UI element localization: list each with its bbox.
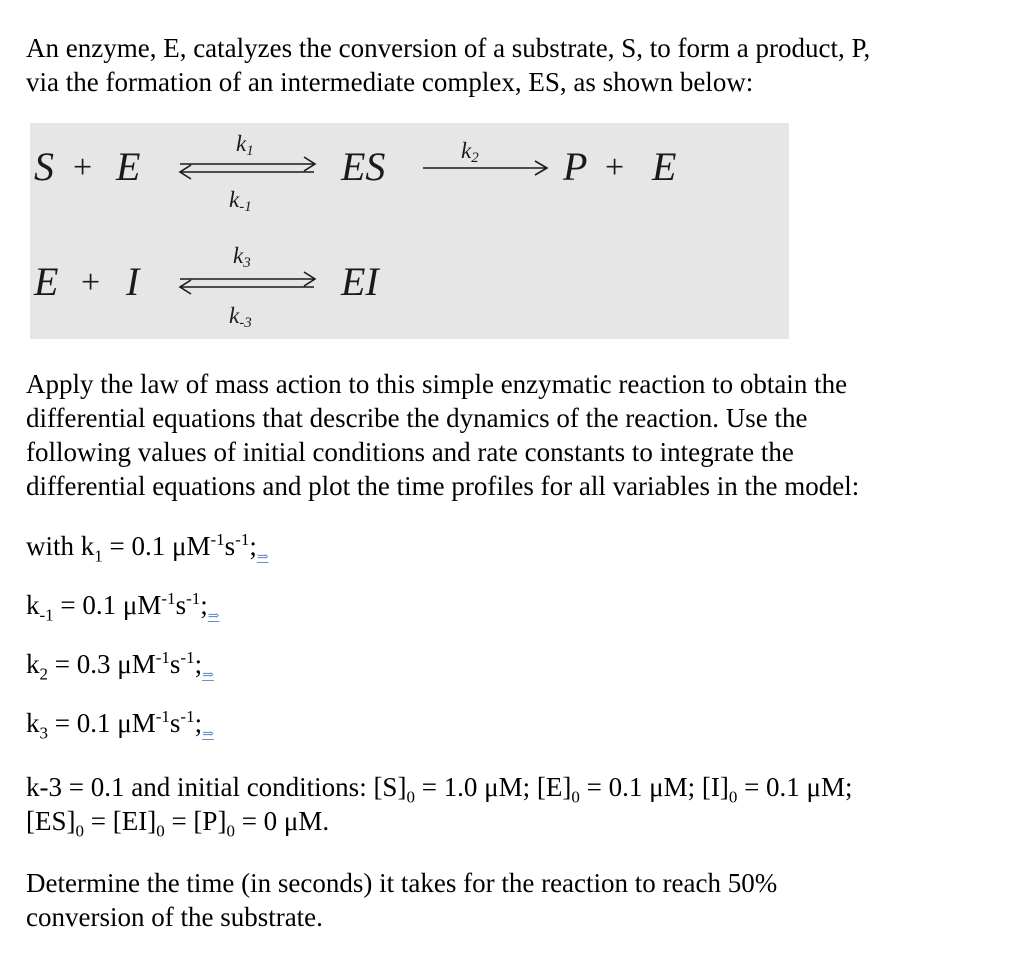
species-e-1: E xyxy=(116,144,141,189)
instructions-line-3: following values of initial conditions and rate constants to integrate the xyxy=(26,437,794,467)
plus-sign-2: + xyxy=(605,149,625,186)
constant-k3: $k_3 = 0.1$ $\mu M^{-1}s^{-1};_\Rightarrow$ xyxy=(26,707,214,743)
reaction-scheme-svg xyxy=(30,123,789,339)
rate-km1-label: k-1 xyxy=(229,187,252,215)
rate-k1-label: k1 xyxy=(236,131,254,159)
equilibrium-arrow-2 xyxy=(180,272,315,294)
question-line-1: Determine the time (in seconds) it takes for the reaction to reach 50% xyxy=(26,868,778,898)
reaction-scheme xyxy=(30,123,789,339)
instructions-line-2: differential equations that describe the dynamics of the reaction. Use the xyxy=(26,403,808,433)
intro-paragraph xyxy=(26,31,1001,99)
species-ei: EI xyxy=(341,259,379,304)
intro-line-1: An enzyme, E, catalyzes the conversion of a substrate, S, to form a product, P, xyxy=(26,33,871,63)
species-e-2: E xyxy=(652,144,677,189)
question-line-2: conversion of the substrate. xyxy=(26,902,323,932)
constant-k1: with $k_1 = 0.1$ $\mu M^{-1}s^{-1};_\Rightarrow$ xyxy=(26,530,269,566)
initial-conditions xyxy=(26,770,1001,841)
initial-line-2: $[ES]_0 = [EI]_0 = [P]_0 = 0$ μM. xyxy=(26,806,330,841)
instructions-line-4: differential equations and plot the time profiles for all variables in the model: xyxy=(26,471,860,501)
instructions-line-1: Apply the law of mass action to this simple enzymatic reaction to obtain the xyxy=(26,369,848,399)
species-i: I xyxy=(126,259,140,304)
constant-k2: $k_2 = 0.3$ $\mu M^{-1}s^{-1};_\Rightarrow$ xyxy=(26,648,214,684)
question-paragraph xyxy=(26,866,1001,934)
species-es: ES xyxy=(341,144,386,189)
rate-k2-label: k2 xyxy=(461,138,479,166)
species-p: P xyxy=(563,144,588,189)
spellcheck-mark: ⇒ xyxy=(202,668,214,683)
rate-km3-label: k-3 xyxy=(229,303,252,331)
intro-line-2: via the formation of an intermediate complex, ES, as shown below: xyxy=(26,67,754,97)
spellcheck-mark: ⇒ xyxy=(202,727,214,742)
instructions-paragraph xyxy=(26,367,1001,503)
spellcheck-mark: ⇒ xyxy=(256,550,269,565)
equilibrium-arrow-1 xyxy=(180,157,315,179)
species-s: S xyxy=(34,144,54,189)
forward-arrow-k2 xyxy=(423,161,547,175)
rate-k3-label: k3 xyxy=(233,243,251,271)
species-e-3: E xyxy=(34,259,59,304)
plus-sign-1: + xyxy=(73,149,93,186)
spellcheck-mark: ⇒ xyxy=(207,609,220,624)
plus-sign-3: + xyxy=(81,264,101,301)
constant-km1: $k_{-1} = 0.1$ $\mu M^{-1}s^{-1};_\Rightarrow$ xyxy=(26,589,220,625)
initial-line-1: k-3 = 0.1 and initial conditions: $[S]_0 = 1.0$ μM; $[E]_0 = 0.1$ μM; $[I]_0 = 0.1$ μM; xyxy=(26,772,853,807)
